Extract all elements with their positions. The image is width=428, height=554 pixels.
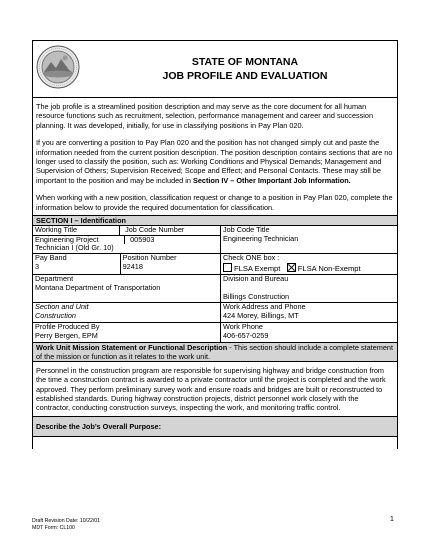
mission-heading-bold: Work Unit Mission Statement or Functional Description — [36, 343, 228, 353]
form-title — [93, 55, 397, 83]
profile-by-value: Perry Bergen, EPM — [35, 330, 98, 340]
department-label: Department — [35, 274, 74, 284]
section-unit-cell — [33, 303, 221, 323]
job-profile-form — [32, 40, 398, 449]
job-code-title-value: Engineering Technician — [222, 233, 299, 243]
position-number-cell — [120, 254, 220, 275]
flsa-non-exempt-label: FLSA Non-Exempt — [297, 263, 361, 273]
position-number-label: Position Number — [122, 253, 177, 263]
flsa-non-exempt-checkbox[interactable] — [287, 263, 296, 272]
pay-band-cell — [33, 254, 121, 275]
section-1-heading: SECTION I – Identification — [32, 215, 398, 225]
working-title-cell — [33, 226, 121, 236]
intro-paragraph-2 — [36, 138, 394, 185]
mission-heading — [32, 343, 398, 362]
flsa-exempt-label: FLSA Exempt — [233, 263, 281, 273]
division-label: Division and Bureau — [222, 274, 289, 284]
form-number: MDT Form: CL100 — [32, 524, 75, 531]
work-phone-cell — [220, 323, 397, 343]
intro-instructions — [32, 97, 398, 215]
department-cell — [33, 275, 221, 303]
intro-paragraph-2-bold: Section IV – Other Important Job Information. — [192, 175, 351, 185]
title-form-name: JOB PROFILE AND EVALUATION — [162, 70, 328, 82]
intro-paragraph-3: When working with a new position, classification request or change to a position in Pay Plan 020, complete the information below to provide the required documentation for classification. — [36, 193, 393, 212]
intro-paragraph-2-text: If you are converting a position to Pay Plan 020 and the position has not changed simply cut and paste the information needed from the current position description. The position description contains sections that are no longer used to classify the position, such as: Working Conditions and Physical Demands; Management and Supervision of Others; Supervision Received; Scope and Effect; and Personal Contacts. These may still be important to the position and may be included in — [36, 138, 393, 185]
identification-table — [32, 225, 398, 343]
revision-date: Draft Revision Date: 10/22/01 — [32, 518, 101, 524]
montana-state-seal-icon — [36, 45, 80, 89]
section-unit-value: Construction — [35, 310, 76, 320]
job-code-number-cell — [120, 226, 220, 236]
purpose-field[interactable] — [32, 437, 398, 449]
profile-by-label: Profile Produced By — [35, 322, 100, 332]
flsa-exempt-checkbox[interactable] — [223, 263, 232, 272]
intro-paragraph-1: The job profile is a streamlined position description and may serve as the core document for all human resource functions such as recruitment, selection, performance management and career and succession planning. It was developed, initially, for use in classifying positions in Pay Plan 020. — [36, 102, 374, 130]
profile-by-cell — [33, 323, 221, 343]
work-address-value: 424 Morey, Billings, MT — [222, 310, 299, 320]
work-phone-label: Work Phone — [222, 322, 263, 332]
purpose-heading: Describe the Job’s Overall Purpose: — [32, 417, 398, 437]
form-header — [32, 40, 398, 97]
job-code-title-label: Job Code Title — [222, 225, 270, 235]
table-row — [33, 254, 398, 275]
work-phone-value: 406-657-0259 — [222, 330, 269, 340]
working-title-value: Engineering Project Technician I (Old Gr. 10) — [35, 234, 114, 253]
division-cell — [220, 275, 397, 303]
position-number-value: 92418 — [122, 261, 143, 271]
flsa-options — [223, 263, 395, 274]
table-row — [33, 323, 398, 343]
check-one-label: Check ONE box : — [222, 253, 280, 263]
section-unit-label: Section and Unit — [35, 302, 89, 312]
pay-band-label: Pay Band — [35, 253, 67, 263]
working-title-value-cell — [33, 235, 221, 253]
work-address-cell — [220, 303, 397, 323]
table-row — [33, 303, 398, 323]
pay-band-value: 3 — [35, 261, 40, 271]
table-row — [33, 226, 398, 236]
job-code-number-value: 005903 — [124, 236, 220, 245]
job-code-number-label: Job Code Number — [125, 225, 185, 235]
form-footer — [32, 518, 100, 531]
flsa-cell — [220, 254, 397, 275]
table-row — [33, 275, 398, 303]
division-value: Billings Construction — [222, 291, 290, 301]
work-address-label: Work Address and Phone — [222, 302, 306, 312]
mission-heading-rest: - This section should include a complete statement of the mission or function as it relates to the work unit. — [36, 343, 393, 362]
page-number: 1 — [390, 516, 394, 523]
job-code-title-cell — [220, 226, 397, 254]
title-state: STATE OF MONTANA — [191, 56, 299, 68]
mission-statement: Personnel in the construction program are responsible for supervising highway and bridge construction from the time a construction contract is awarded to a private contractor until the project is completed and the work approved. They perform preliminary survey work and ensure roads and bridges are built or reconstructed to established standards. During highway construction projects, district personnel work closely with the contractor, conducting construction surveys, inspecting the work, and monitoring traffic control. — [32, 362, 398, 417]
department-value: Montana Department of Transportation — [35, 282, 161, 292]
working-title-label: Working Title — [35, 225, 78, 235]
